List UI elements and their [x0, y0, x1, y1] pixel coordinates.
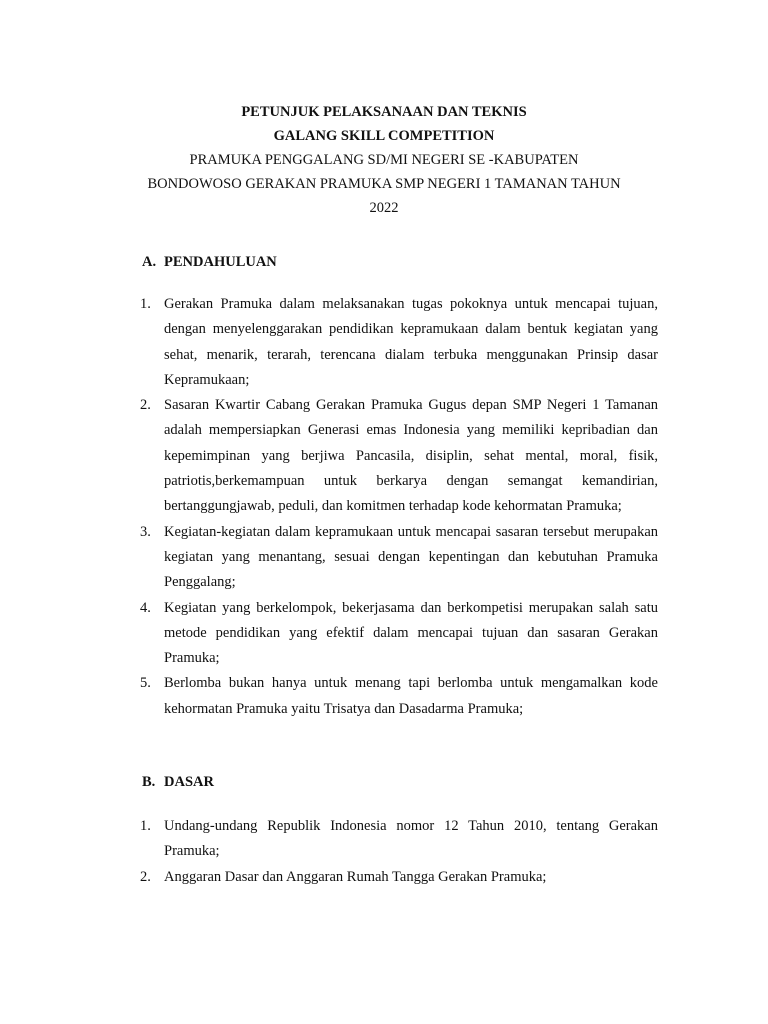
- list-item: [140, 865, 658, 890]
- title-line-3: PRAMUKA PENGGALANG SD/MI NEGERI SE -KABUPATEN: [189, 152, 579, 168]
- list-item-number: 1.: [140, 296, 151, 312]
- list-item-text: Anggaran Dasar dan Anggaran Rumah Tangga Gerakan Pramuka;: [164, 868, 547, 885]
- list-item-number: 3.: [140, 523, 151, 540]
- section-a-heading: [142, 254, 277, 271]
- title-line-1: PETUNJUK PELAKSANAAN DAN TEKNIS: [241, 104, 527, 120]
- list-item: [140, 671, 658, 722]
- section-b-title: DASAR: [164, 774, 214, 790]
- list-item-number: 4.: [140, 599, 151, 616]
- list-item: [140, 393, 658, 519]
- list-item: [140, 292, 658, 393]
- list-item-text: Kegiatan yang berkelompok, bekerjasama dan berkompetisi merupakan salah satu metode pendidikan yang efektif dalam mencapai tujuan dan sasaran Gerakan Pramuka;: [164, 599, 658, 667]
- list-item-number: 5.: [140, 675, 151, 692]
- section-a-letter: A.: [142, 254, 157, 270]
- section-b-list: [140, 814, 658, 890]
- list-item: [140, 520, 658, 596]
- list-item-text: Berlomba bukan hanya untuk menang tapi berlomba untuk mengamalkan kode kehormatan Pramuka yaitu Trisatya dan Dasadarma Pramuka;: [164, 675, 658, 717]
- section-b-letter: B.: [142, 774, 156, 790]
- list-item-text: Undang-undang Republik Indonesia nomor 12 Tahun 2010, tentang Gerakan Pramuka;: [164, 818, 658, 860]
- list-item-number: 2.: [140, 397, 151, 414]
- list-item-text: Sasaran Kwartir Cabang Gerakan Pramuka Gugus depan SMP Negeri 1 Tamanan adalah mempersiapkan Generasi emas Indonesia yang memiliki kepribadian dan kepemimpinan yang berjiwa Pancasila, disiplin, sehat mental, moral, fisik, patriotis,berkemampuan untuk berkarya dengan semangat kemandirian, bertanggungjawab, peduli, dan komitmen terhadap kode kehormatan Pramuka;: [164, 397, 658, 515]
- section-a-list: [140, 292, 658, 722]
- document-title: [0, 100, 768, 220]
- list-item-number: 2.: [140, 868, 151, 885]
- section-b-heading: [142, 774, 214, 791]
- section-a-title: PENDAHULUAN: [164, 254, 277, 270]
- list-item: [140, 596, 658, 672]
- list-item-text: Gerakan Pramuka dalam melaksanakan tugas pokoknya untuk mencapai tujuan, dengan menyelenggarakan pendidikan kepramukaan dalam bentuk kegiatan yang sehat, menarik, terarah, terencana dialam terbuka menggunakan Prinsip dasar Kepramukaan;: [164, 296, 658, 388]
- title-line-4: BONDOWOSO GERAKAN PRAMUKA SMP NEGERI 1 TAMANAN TAHUN: [147, 176, 621, 192]
- list-item-text: Kegiatan-kegiatan dalam kepramukaan untuk mencapai sasaran tersebut merupakan kegiatan yang menantang, sesuai dengan kepentingan dan kebutuhan Pramuka Penggalang;: [164, 523, 658, 591]
- list-item: [140, 814, 658, 865]
- list-item-number: 1.: [140, 818, 151, 834]
- title-line-2: GALANG SKILL COMPETITION: [273, 128, 495, 144]
- title-line-5: 2022: [369, 200, 399, 216]
